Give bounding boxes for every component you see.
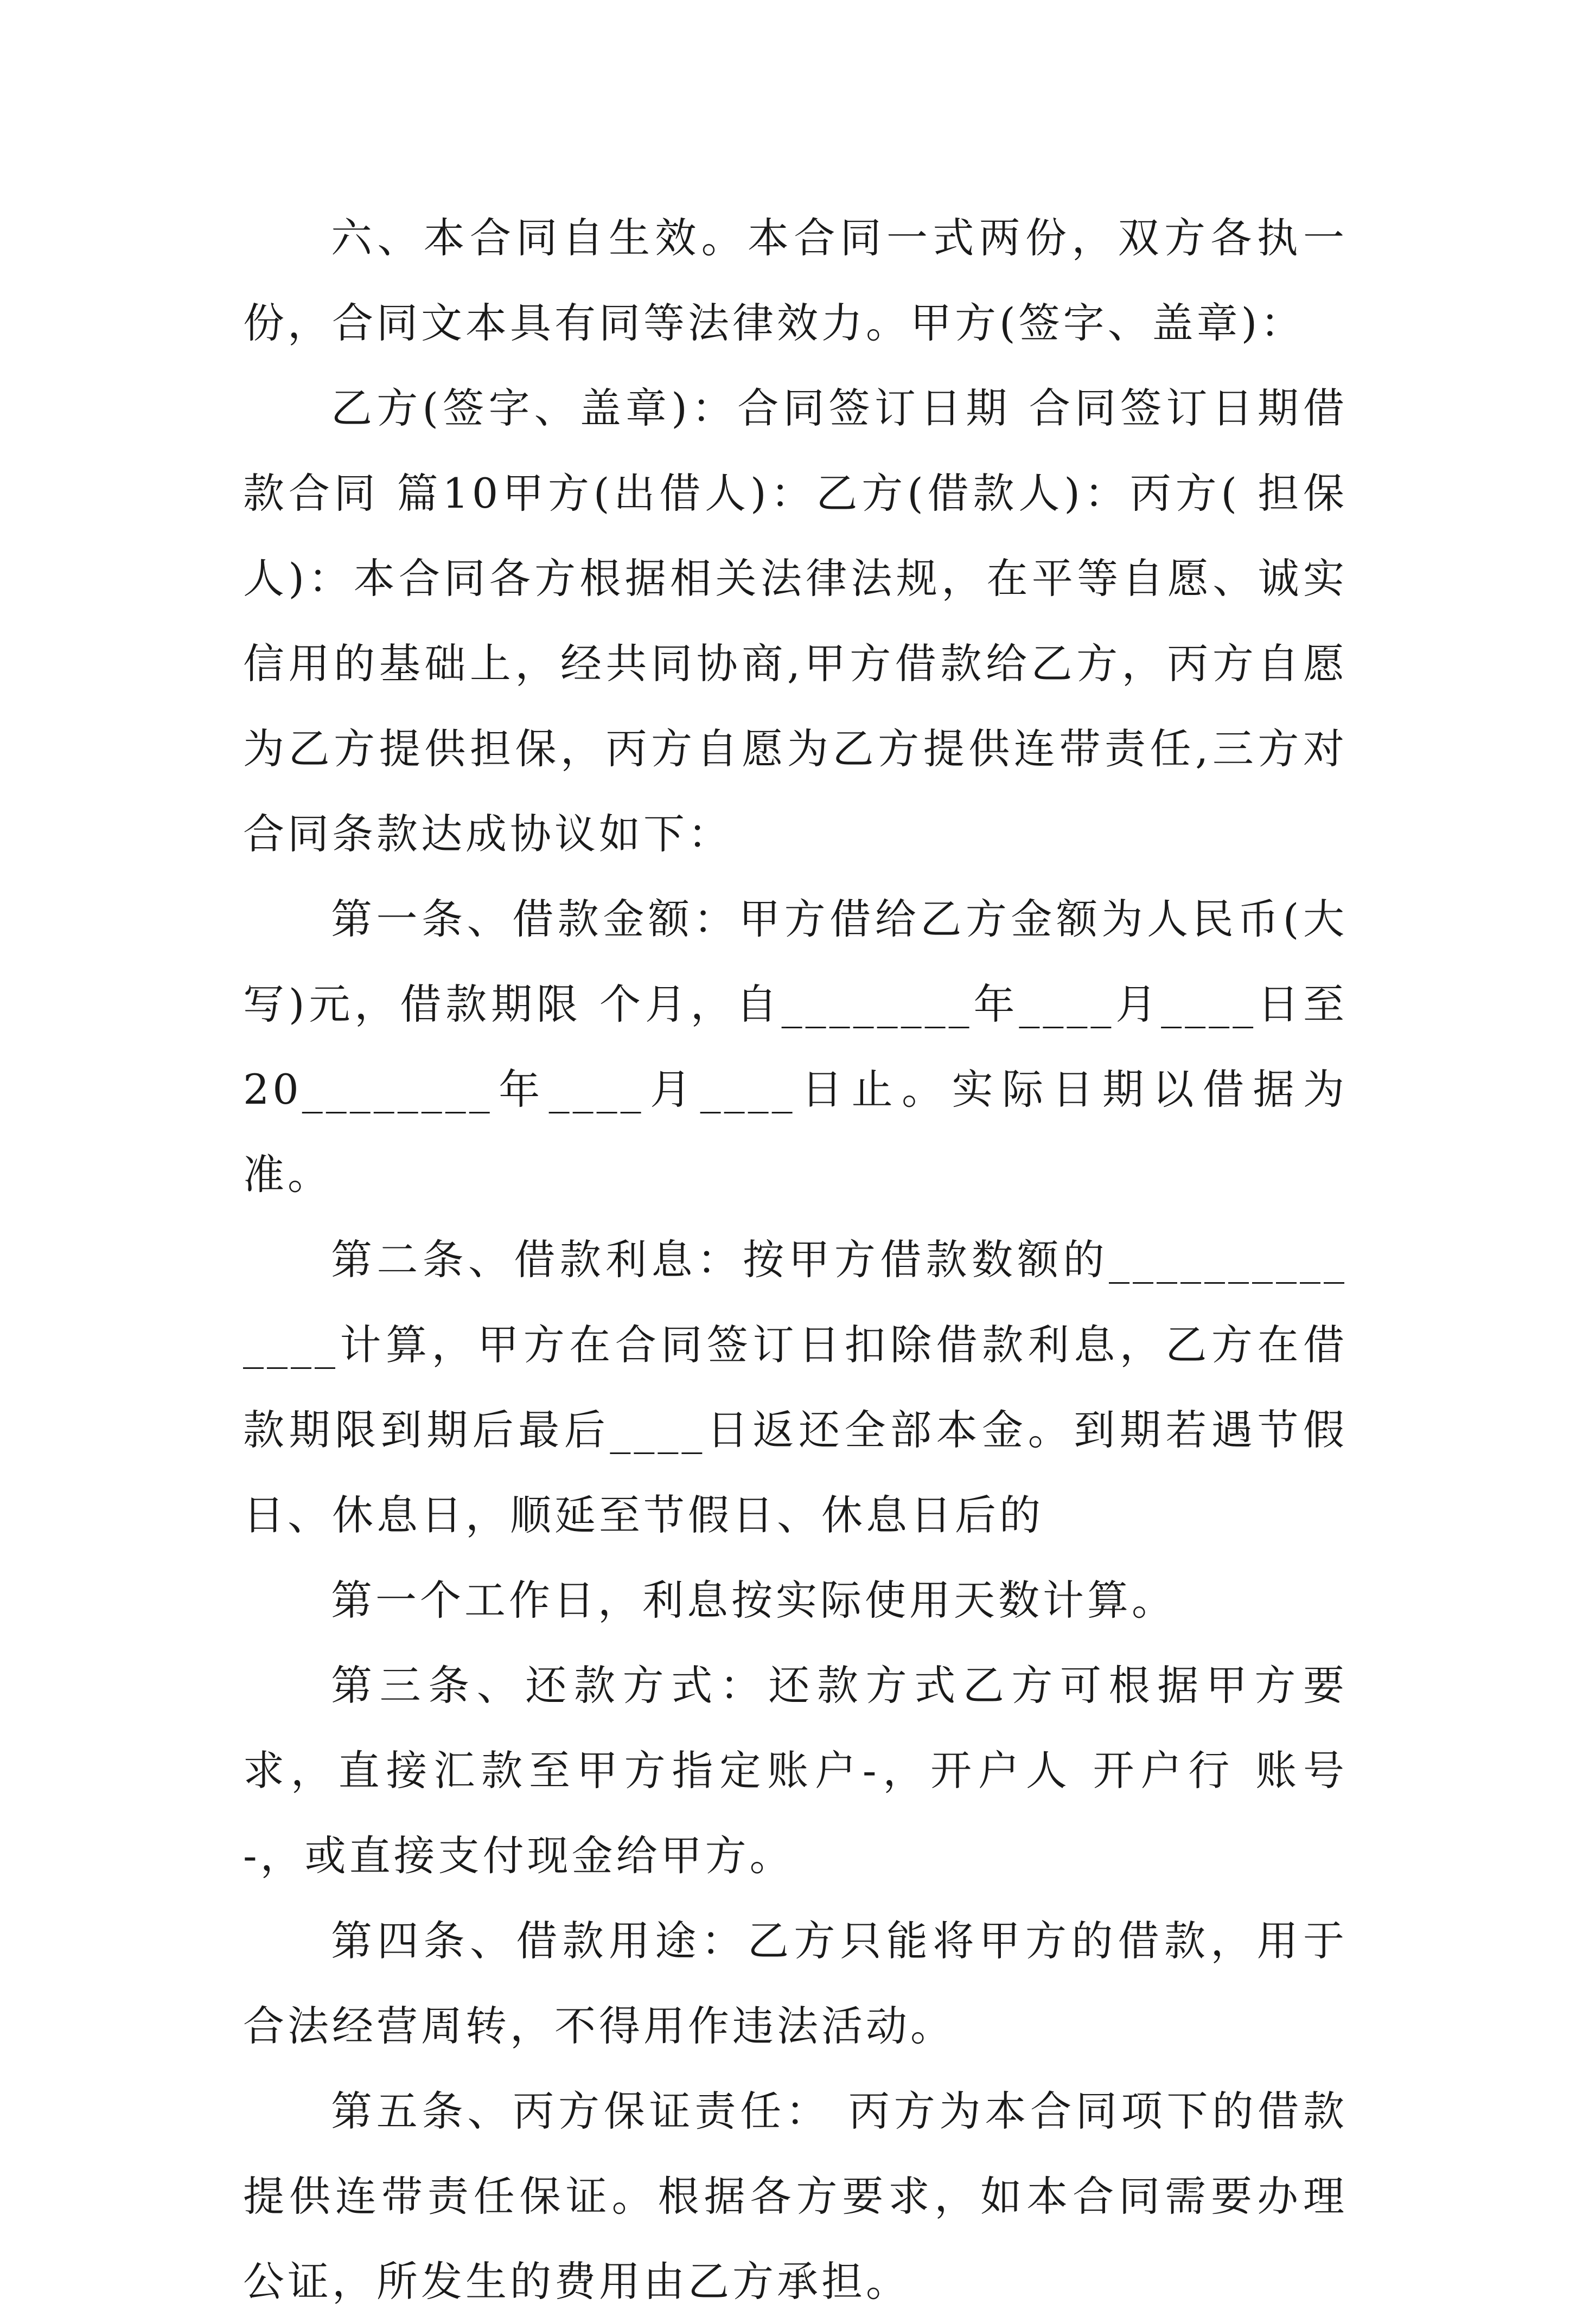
paragraph-article-2-interest: 第二条、借款利息：按甲方借款数额的______________计算，甲方在合同签订日扣除借款利息，乙方在借款期限到期后最后____日返还全部本金。到期若遇节假日、休息日，顺延至节假日、休息日后的	[243, 1235, 1348, 1539]
paragraph-article-3-repayment: 第三条、还款方式：还款方式乙方可根据甲方要求，直接汇款至甲方指定账户-，开户人 开户行 账号 -，或直接支付现金给甲方。	[243, 1661, 1348, 1880]
document-body	[243, 195, 1348, 2324]
paragraph-article-4-purpose: 第四条、借款用途：乙方只能将甲方的借款，用于合法经营周转，不得用作违法活动。	[243, 1917, 1348, 2050]
paragraph-article-1-loan-amount: 第一条、借款金额：甲方借给乙方金额为人民币(大写)元，借款期限 个月，自________年____月____日至20________年____月____日止。实际日期以借据为准。	[243, 895, 1348, 1199]
paragraph-article-2-continued: 第一个工作日，利息按实际使用天数计算。	[331, 1576, 1176, 1624]
paragraph-parties-and-preamble: 乙方(签字、盖章)：合同签订日期 合同签订日期借款合同 篇10甲方(出借人)：乙方(借款人)：丙方( 担保人)：本合同各方根据相关法律法规，在平等自愿、诚实信用的基础上，经共同协商,甲方借款给乙方，丙方自愿为乙方提供担保，丙方自愿为乙方提供连带责任,三方对合同条款达成协议如下：	[243, 384, 1348, 858]
paragraph-article-5-guarantee: 第五条、丙方保证责任： 丙方为本合同项下的借款提供连带责任保证。根据各方要求，如本合同需要办理公证，所发生的费用由乙方承担。	[243, 2087, 1348, 2306]
paragraph-effectiveness: 六、本合同自生效。本合同一式两份，双方各执一份，合同文本具有同等法律效力。甲方(签字、盖章)：	[243, 214, 1348, 347]
